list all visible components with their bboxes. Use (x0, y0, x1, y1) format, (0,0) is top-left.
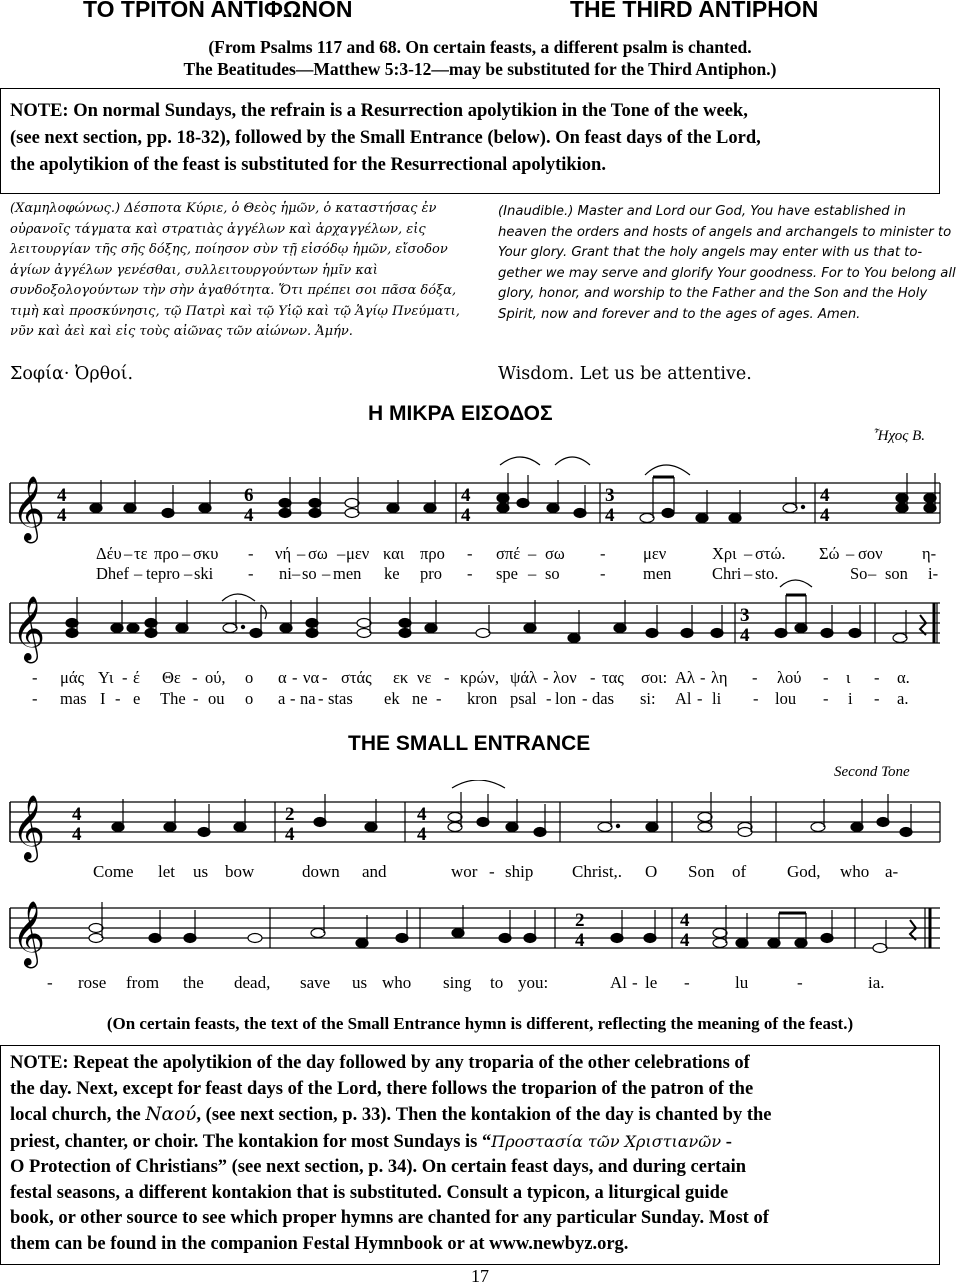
ts-top: 3 (740, 605, 750, 626)
lyric-latin: Dhef (96, 564, 129, 583)
wisdom-english: Wisdom. Let us be attentive. (498, 364, 752, 384)
note (497, 504, 509, 513)
note (90, 504, 102, 513)
note (345, 509, 359, 518)
naou-text: Ναού (145, 1104, 197, 1125)
note (162, 509, 174, 518)
svg-text:us: us (352, 973, 368, 992)
note-line (10, 1102, 940, 1129)
svg-text:you:: you: (518, 973, 549, 992)
lyrics-4 (47, 973, 885, 992)
svg-text:rose: rose (78, 973, 107, 992)
lyric-greek: - (467, 544, 473, 563)
note (309, 509, 321, 518)
svg-text:si:: si: (640, 689, 656, 708)
svg-text:-: - (753, 689, 759, 708)
note-text-part: priest, chanter, or choir. The kontakion for most Sundays is “ (10, 1131, 492, 1152)
svg-text:-: - (193, 689, 199, 708)
svg-text:-: - (436, 689, 442, 708)
note (309, 499, 321, 508)
note (547, 504, 559, 513)
lyric-greek: Σώ (819, 544, 840, 563)
svg-text:-: - (823, 668, 829, 687)
greek-score (0, 455, 960, 725)
notes (89, 902, 930, 953)
svg-text:-: - (322, 668, 328, 687)
lyric-greek: – (297, 544, 306, 563)
lyrics-2 (32, 668, 910, 708)
svg-text:4: 4 (417, 804, 427, 825)
staff-4 (10, 901, 940, 968)
ts-top: 4 (820, 485, 830, 506)
svg-text:α.: α. (897, 668, 910, 687)
note (124, 504, 136, 513)
note (497, 494, 509, 503)
svg-text:Al: Al (610, 973, 627, 992)
lyric-greek: στώ. (755, 544, 786, 563)
svg-text:o: o (245, 689, 254, 708)
lyric-latin: Chri (712, 564, 742, 583)
svg-text:-: - (543, 668, 549, 687)
svg-text:ού,: ού, (205, 668, 226, 687)
svg-text:God,: God, (787, 862, 821, 881)
svg-text:-: - (582, 689, 588, 708)
ts-bottom: 4 (820, 505, 830, 526)
lyric-latin: ni (279, 564, 292, 583)
lyric-greek: μεν (346, 544, 370, 563)
svg-text:λού: λού (777, 668, 802, 687)
svg-text:Christ,.: Christ,. (572, 862, 623, 881)
lyric-greek: και (383, 544, 405, 563)
lyric-greek: νή (275, 544, 292, 563)
svg-text:-: - (752, 668, 758, 687)
prayer-line: heaven the orders and hosts of angels and archangels to minister to (498, 224, 952, 240)
svg-text:The: The (160, 689, 186, 708)
notes (112, 792, 912, 842)
note (424, 504, 436, 513)
prayer-line: λειτουργίαν τῆς σῆς δόξης, ποίησον σὺν τῇ εἰσόδῳ ἡμῶν, εἴσοδον (10, 242, 448, 257)
note (199, 504, 211, 513)
svg-text:-: - (318, 689, 324, 708)
lyric-latin: – (184, 564, 193, 583)
note2-text (10, 1051, 940, 1257)
svg-text:-: - (632, 973, 638, 992)
svg-text:4: 4 (680, 910, 690, 931)
svg-text:lon: lon (555, 689, 577, 708)
greek-tone: Ἦχος Β. (874, 428, 926, 444)
svg-text:I: I (100, 689, 106, 708)
ts-bottom: 4 (740, 625, 750, 646)
note (896, 494, 908, 503)
svg-text:Υι: Υι (98, 668, 114, 687)
lyric-latin: - (600, 564, 606, 583)
lyric-latin: men (643, 564, 672, 583)
svg-text:κρών,: κρών, (460, 668, 499, 687)
lyric-greek: σω (308, 544, 328, 563)
note-text-part: , (see next section, p. 33). Then the kontakion of the day is chanted by the (196, 1105, 772, 1125)
ts-top: 4 (461, 485, 471, 506)
lyric-latin: pro (158, 564, 180, 583)
lyric-greek: προ (154, 544, 179, 563)
svg-text:-: - (697, 689, 703, 708)
svg-text:mas: mas (60, 689, 87, 708)
note (387, 504, 399, 513)
lyric-greek: – (846, 544, 855, 563)
note (729, 514, 741, 523)
lyric-greek: η- (922, 544, 937, 563)
svg-text:Come: Come (93, 862, 134, 881)
svg-text:to: to (490, 973, 504, 992)
english-section-title: THE SMALL ENTRANCE (348, 732, 591, 755)
footer-note: (On certain feasts, the text of the Small Entrance hymn is different, reflecting the meaning of the feast.) (106, 1014, 854, 1033)
note-text (10, 98, 935, 179)
lyric-greek: σπέ (496, 544, 521, 563)
note (640, 514, 654, 523)
svg-text:ο: ο (245, 668, 254, 687)
svg-text:-: - (192, 668, 198, 687)
treble-clef-icon: 𝄞 (12, 476, 46, 541)
lyrics-3 (93, 862, 899, 881)
lyric-greek: - (600, 544, 606, 563)
lyric-latin: so (302, 564, 317, 583)
slur (645, 465, 690, 475)
lyric-latin: son (885, 564, 908, 583)
wisdom-greek: Σοφία· Ὀρθοί. (10, 364, 134, 384)
treble-clef-icon: 𝄞 (12, 901, 46, 966)
svg-text:4: 4 (72, 824, 82, 845)
svg-text:εκ: εκ (393, 668, 409, 687)
prayer-line: (Inaudible.) Master and Lord our God, You have established in (498, 204, 906, 219)
prayer-line: τιμὴ καὶ προσκύνησις, τῷ Πατρὶ καὶ τῷ Υἱῷ καὶ τῷ Ἁγίῳ Πνεύματι, (10, 303, 460, 319)
lyric-greek: μεν (643, 544, 667, 563)
svg-text:li: li (712, 689, 722, 708)
svg-text:O: O (645, 862, 658, 881)
prayer-line: ἁγίων ἀγγέλων γενέσθαι, συλλειτουργούντων ἡμῖν καὶ (10, 262, 378, 278)
lyric-greek: τε (134, 544, 148, 563)
svg-text:who: who (382, 973, 412, 992)
english-score (0, 780, 960, 1000)
svg-text:lu: lu (735, 973, 749, 992)
lyric-latin: i- (928, 564, 939, 583)
svg-text:-: - (684, 973, 690, 992)
notes (90, 473, 936, 523)
note-line: O Protection of Christians” (see next section, p. 34). On certain feast days, and during certain (10, 1157, 747, 1177)
svg-text:ou: ou (208, 689, 225, 708)
svg-text:le: le (645, 973, 658, 992)
svg-text:of: of (732, 862, 747, 881)
page-number: 17 (471, 1266, 489, 1286)
subtitle (0, 36, 960, 80)
prayer-line: οὐρανοῖς τάγματα καὶ στρατιὰς ἀγγέλων καὶ ἀρχαγγέλων, εἰς (10, 221, 426, 237)
note-line: festal seasons, a different kontakion that is substituted. Consult a typicon, a liturgical guide (10, 1182, 729, 1203)
svg-text:dead,: dead, (234, 973, 271, 992)
svg-text:-: - (32, 689, 38, 708)
svg-text:lou: lou (775, 689, 797, 708)
treble-clef-icon: 𝄞 (12, 795, 46, 860)
svg-text:stas: stas (328, 689, 353, 708)
svg-text:να: να (303, 668, 320, 687)
note-line: NOTE: Repeat the apolytikion of the day followed by any troparia of the other celebrations of (10, 1053, 750, 1073)
note (279, 509, 291, 518)
note-line: NOTE: On normal Sundays, the refrain is a Resurrection apolytikion in the Tone of the week, (10, 101, 748, 121)
svg-text:4: 4 (680, 930, 690, 951)
svg-text:down: down (302, 862, 340, 881)
svg-text:ia.: ia. (868, 973, 885, 992)
note-line: the apolytikion of the feast is substituted for the Resurrectional apolytikion. (10, 155, 606, 175)
lyric-latin: - (467, 564, 473, 583)
lyrics-1 (96, 544, 938, 583)
svg-text:4: 4 (575, 930, 585, 951)
svg-text:στάς: στάς (341, 668, 372, 687)
notes (66, 595, 934, 643)
note (345, 499, 359, 508)
svg-text:ne: ne (412, 689, 428, 708)
svg-text:σοι:: σοι: (641, 668, 668, 687)
note (924, 494, 936, 503)
prayer-line: Your glory. Grant that the holy angels may enter with us that to- (498, 245, 923, 260)
prayer-line: Spirit, now and forever and to the ages of ages. Amen. (498, 306, 861, 322)
ts-bottom: 4 (244, 505, 254, 526)
svg-text:έ: έ (133, 668, 140, 687)
lyric-greek: – (337, 544, 346, 563)
svg-text:wor: wor (451, 862, 478, 881)
greek-section-title: Η ΜΙΚΡΑ ΕΙΣΟΔΟΣ (368, 402, 553, 425)
lyric-latin: ke (384, 564, 400, 583)
svg-text:λη: λη (711, 668, 728, 687)
lyric-greek: – (124, 544, 133, 563)
svg-text:bow: bow (225, 862, 255, 881)
svg-text:λον: λον (553, 668, 577, 687)
svg-text:-: - (32, 668, 38, 687)
svg-text:save: save (300, 973, 331, 992)
svg-text:let: let (158, 862, 175, 881)
note (574, 509, 586, 518)
svg-text:-: - (489, 862, 495, 881)
lyric-greek: – (182, 544, 191, 563)
svg-text:the: the (183, 973, 204, 992)
note-text-part: local church, the (10, 1105, 146, 1125)
ts-top: 3 (605, 485, 615, 506)
svg-text:e: e (133, 689, 141, 708)
prayer-line: συνδοξολογούντων τὴν σὴν ἀγαθότητα. Ὅτι πρέπει σοι πᾶσα δόξα, (10, 283, 457, 298)
slur (500, 457, 540, 465)
prayer-english (498, 202, 958, 325)
svg-text:ship: ship (505, 862, 534, 881)
english-title: THE THIRD ANTIPHON (570, 0, 819, 22)
svg-text:νε: νε (417, 668, 432, 687)
lyric-latin: So (850, 564, 868, 583)
svg-text:-: - (47, 973, 53, 992)
svg-text:kron: kron (467, 689, 498, 708)
note (696, 514, 708, 523)
note (517, 499, 529, 508)
note-text-part: - (721, 1131, 732, 1152)
svg-text:-: - (292, 668, 298, 687)
svg-text:4: 4 (285, 824, 295, 845)
svg-text:-: - (874, 689, 880, 708)
lyric-greek: Δέυ (96, 544, 122, 563)
lyric-greek: σον (858, 544, 883, 563)
note-line: them can be found in the companion Festal Hymnbook or at www.newbyz.org. (10, 1233, 629, 1254)
svg-text:-: - (590, 668, 596, 687)
lyric-greek: σω (545, 544, 565, 563)
ts-top: 4 (57, 485, 67, 506)
svg-text:from: from (126, 973, 160, 992)
prayer-line: νῦν καὶ ἀεὶ καὶ εἰς τοὺς αἰῶνας τῶν αἰώνων. Ἀμήν. (10, 324, 353, 339)
lyric-latin: spe (496, 564, 518, 583)
svg-text:us: us (193, 862, 209, 881)
slur (555, 457, 590, 465)
lyric-latin: so (545, 564, 560, 583)
lyric-latin: – (292, 564, 301, 583)
svg-text:-: - (700, 668, 706, 687)
ts-top: 6 (244, 485, 254, 506)
kontakion-title: Προστασία τῶν Χριστιανῶν (491, 1131, 722, 1151)
svg-text:na: na (300, 689, 316, 708)
svg-text:-: - (122, 668, 128, 687)
lyric-latin: pro (420, 564, 442, 583)
staff-2 (10, 580, 940, 663)
prayer-greek (10, 199, 480, 343)
note (896, 504, 908, 513)
dot (801, 505, 804, 508)
svg-text:Αλ: Αλ (675, 668, 695, 687)
svg-text:μάς: μάς (60, 668, 85, 687)
lyric-latin: ski (194, 564, 214, 583)
lyric-greek: – (528, 544, 537, 563)
lyric-greek: – (744, 544, 753, 563)
lyric-latin: – (134, 564, 143, 583)
greek-title: ΤΟ ΤΡΙΤΟΝ ΑΝΤΙΦΩΝΟΝ (83, 0, 353, 22)
svg-text:ι: ι (846, 668, 851, 687)
slurs (500, 457, 690, 475)
lyric-greek: Χρι (712, 544, 737, 563)
prayer-line: gether we may serve and glorify Your goodness. For to You belong all (498, 265, 956, 281)
note (662, 509, 674, 518)
lyric-latin: – (322, 564, 331, 583)
ts-bottom: 4 (605, 505, 615, 526)
staff-1 (10, 457, 940, 543)
subtitle-line: The Beatitudes—Matthew 5:3-12—may be substituted for the Third Antiphon.) (183, 59, 777, 79)
treble-clef-icon: 𝄞 (12, 596, 46, 661)
lyric-greek: σκυ (193, 544, 219, 563)
svg-text:-: - (444, 668, 450, 687)
svg-text:-: - (823, 689, 829, 708)
svg-text:Al: Al (675, 689, 692, 708)
svg-text:psal: psal (510, 689, 537, 708)
svg-text:-: - (797, 973, 803, 992)
svg-text:Son: Son (688, 862, 715, 881)
svg-text:4: 4 (72, 804, 82, 825)
lyric-latin: – (528, 564, 537, 583)
svg-text:i: i (848, 689, 853, 708)
svg-text:a: a (278, 689, 286, 708)
svg-text:2: 2 (575, 910, 585, 931)
svg-text:who: who (840, 862, 870, 881)
svg-text:a.: a. (897, 689, 909, 708)
lyric-greek: προ (420, 544, 445, 563)
lyric-latin: – (868, 564, 877, 583)
note-line (10, 1129, 940, 1156)
note (924, 504, 936, 513)
note (279, 499, 291, 508)
svg-text:-: - (874, 668, 880, 687)
svg-text:ψάλ: ψάλ (510, 668, 537, 687)
prayer-line: (Χαμηλοφώνως.) Δέσποτα Κύριε, ὁ Θεὸς ἡμῶν, ὁ καταστήσας ἐν (10, 201, 437, 216)
lyric-latin: sto. (755, 564, 779, 583)
svg-text:-: - (546, 689, 552, 708)
svg-text:Θε: Θε (162, 668, 181, 687)
lyric-greek: - (248, 544, 254, 563)
svg-text:4: 4 (417, 824, 427, 845)
lyric-latin: men (333, 564, 362, 583)
svg-text:-: - (115, 689, 121, 708)
svg-text:a-: a- (885, 862, 899, 881)
ts-bottom: 4 (461, 505, 471, 526)
svg-text:2: 2 (285, 804, 295, 825)
prayer-line: glory, honor, and worship to the Father and the Son and the Holy (498, 286, 928, 301)
lyric-latin: - (248, 564, 254, 583)
note-line: (see next section, pp. 18-32), followed by the Small Entrance (below). On feast days of the Lord, (10, 128, 761, 148)
note-line: book, or other source to see which proper hymns are chanted for any particular Sunday. Most of (10, 1208, 769, 1228)
ts-bottom: 4 (57, 505, 67, 526)
staff-3 (10, 780, 940, 862)
svg-text:α: α (278, 668, 287, 687)
note-line: the day. Next, except for feast days of the Lord, there follows the troparion of the patron of the (10, 1078, 754, 1099)
svg-text:τας: τας (602, 668, 624, 687)
svg-text:das: das (592, 689, 614, 708)
svg-text:sing: sing (443, 973, 472, 992)
svg-text:-: - (290, 689, 296, 708)
lyric-latin: – (744, 564, 753, 583)
svg-text:and: and (362, 862, 387, 881)
note (783, 504, 797, 513)
svg-text:ek: ek (384, 689, 400, 708)
english-tone: Second Tone (834, 764, 910, 780)
lyric-latin: te (146, 564, 158, 583)
subtitle-line: (From Psalms 117 and 68. On certain feasts, a different psalm is chanted. (208, 37, 752, 57)
